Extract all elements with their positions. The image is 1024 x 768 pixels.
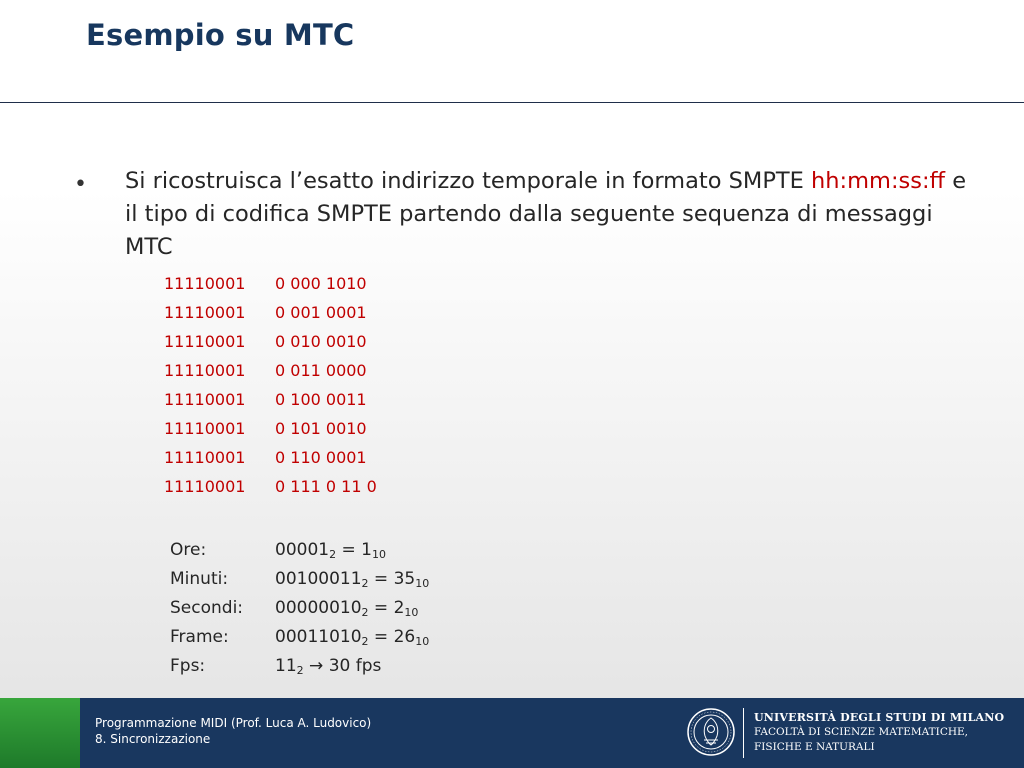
base-subscript: 2 bbox=[296, 664, 304, 677]
footer-accent-block bbox=[0, 698, 80, 768]
mtc-data-byte: 0 010 0010 bbox=[275, 332, 367, 351]
result-label: Fps: bbox=[170, 656, 206, 676]
mtc-status-byte: 11110001 bbox=[164, 477, 246, 496]
mtc-data-byte: 0 110 0001 bbox=[275, 448, 367, 467]
mtc-data-byte: 0 100 0011 bbox=[275, 390, 367, 409]
result-equals: = 2 bbox=[368, 598, 405, 618]
paragraph-text-part1: Si ricostruisca l’esatto indirizzo temporale in formato SMPTE bbox=[125, 168, 812, 194]
mtc-message-row bbox=[164, 360, 377, 389]
result-binary: 11 bbox=[275, 656, 297, 676]
faculty-name-line2: FISICHE E NATURALI bbox=[754, 741, 875, 753]
mtc-message-row bbox=[164, 476, 377, 505]
mtc-status-byte: 11110001 bbox=[164, 303, 246, 322]
base-subscript: 10 bbox=[415, 577, 430, 590]
instruction-paragraph bbox=[125, 165, 985, 264]
base-subscript: 2 bbox=[361, 606, 369, 619]
mtc-message-list bbox=[164, 273, 377, 505]
paragraph-text-part2: e il tipo di codifica SMPTE partendo dalla seguente sequenza di messaggi MTC bbox=[125, 168, 967, 260]
footer-course-info bbox=[95, 715, 371, 747]
result-equals: → 30 fps bbox=[303, 656, 382, 676]
mtc-message-row bbox=[164, 331, 377, 360]
slide-title: Esempio su MTC bbox=[86, 18, 355, 52]
result-row-frames bbox=[170, 625, 429, 654]
university-wordmark bbox=[754, 710, 1004, 755]
base-subscript: 2 bbox=[361, 577, 369, 590]
mtc-status-byte: 11110001 bbox=[164, 274, 246, 293]
result-row-minutes bbox=[170, 567, 429, 596]
logo-divider bbox=[743, 708, 744, 758]
result-label: Ore: bbox=[170, 540, 207, 560]
result-binary: 00100011 bbox=[275, 569, 362, 589]
mtc-data-byte: 0 000 1010 bbox=[275, 274, 367, 293]
slide-footer bbox=[0, 698, 1024, 768]
mtc-status-byte: 11110001 bbox=[164, 390, 246, 409]
result-row-seconds bbox=[170, 596, 429, 625]
footer-course-title: Programmazione MIDI (Prof. Luca A. Ludovico) bbox=[95, 716, 372, 730]
result-label: Minuti: bbox=[170, 569, 229, 589]
base-subscript: 10 bbox=[404, 606, 419, 619]
mtc-message-row bbox=[164, 302, 377, 331]
bullet-marker: • bbox=[74, 172, 87, 197]
result-binary: 00000010 bbox=[275, 598, 362, 618]
mtc-message-row bbox=[164, 447, 377, 476]
base-subscript: 10 bbox=[371, 548, 386, 561]
mtc-data-byte: 0 011 0000 bbox=[275, 361, 367, 380]
university-name: UNIVERSITÀ DEGLI STUDI DI MILANO bbox=[754, 711, 1005, 724]
footer-chapter: 8. Sincronizzazione bbox=[95, 732, 211, 746]
result-label: Frame: bbox=[170, 627, 229, 647]
mtc-message-row bbox=[164, 389, 377, 418]
result-equals: = 35 bbox=[368, 569, 416, 589]
base-subscript: 10 bbox=[415, 635, 430, 648]
mtc-data-byte: 0 101 0010 bbox=[275, 419, 367, 438]
result-binary: 00001 bbox=[275, 540, 330, 560]
result-equals: = 1 bbox=[336, 540, 372, 560]
base-subscript: 2 bbox=[329, 548, 337, 561]
mtc-status-byte: 11110001 bbox=[164, 361, 246, 380]
faculty-name-line1: FACOLTÀ DI SCIENZE MATEMATICHE, bbox=[754, 726, 969, 738]
base-subscript: 2 bbox=[361, 635, 369, 648]
mtc-status-byte: 11110001 bbox=[164, 448, 246, 467]
result-binary: 00011010 bbox=[275, 627, 362, 647]
title-divider bbox=[0, 102, 1024, 103]
mtc-status-byte: 11110001 bbox=[164, 332, 246, 351]
result-row-fps bbox=[170, 654, 429, 683]
result-label: Secondi: bbox=[170, 598, 244, 618]
decoded-results bbox=[170, 538, 429, 683]
mtc-message-row bbox=[164, 273, 377, 302]
mtc-data-byte: 0 111 0 11 0 bbox=[275, 477, 377, 496]
result-row-hours bbox=[170, 538, 429, 567]
mtc-status-byte: 11110001 bbox=[164, 419, 246, 438]
mtc-message-row bbox=[164, 418, 377, 447]
result-equals: = 26 bbox=[368, 627, 416, 647]
university-seal-icon bbox=[686, 707, 736, 757]
mtc-data-byte: 0 001 0001 bbox=[275, 303, 367, 322]
smpte-format-highlight: hh:mm:ss:ff bbox=[811, 168, 946, 194]
